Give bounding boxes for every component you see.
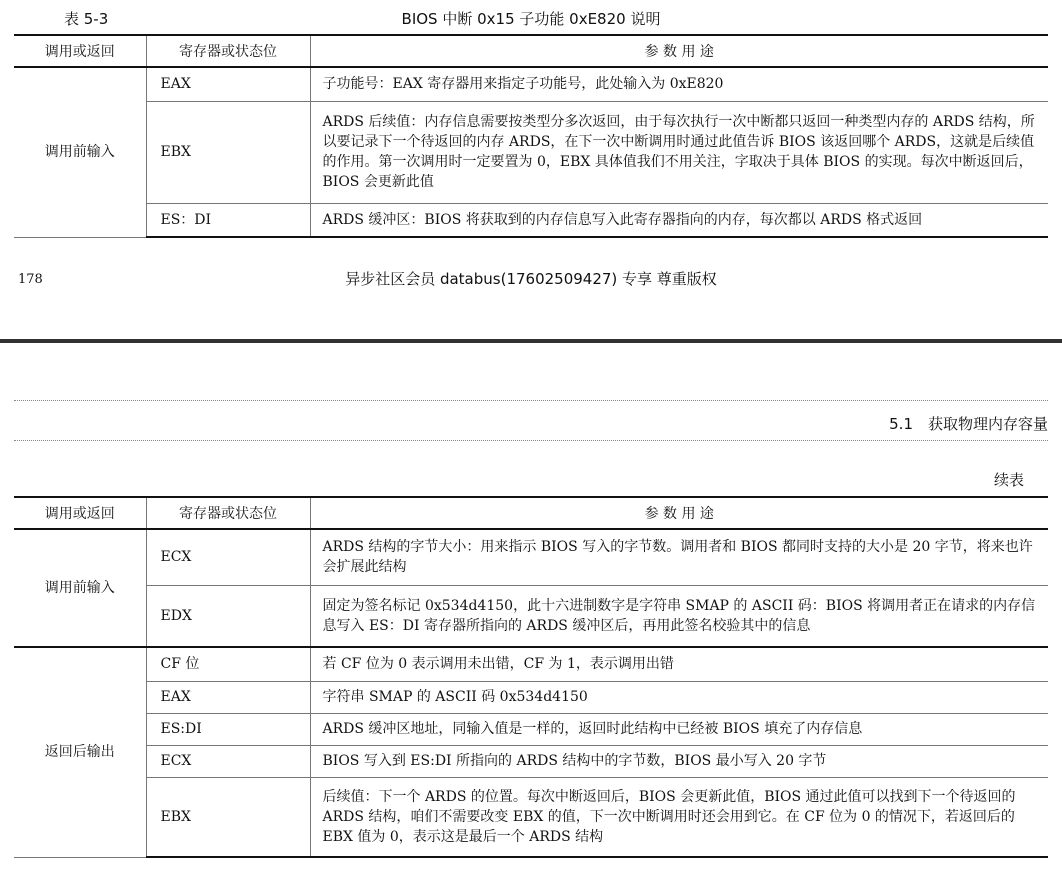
- table-row: [14, 681, 1048, 713]
- header-rule-bottom: [14, 440, 1048, 441]
- header-purpose: 参 数 用 途: [310, 35, 1048, 67]
- bios-table-part1: [14, 34, 1048, 238]
- header-call-or-return: 调用或返回: [14, 497, 146, 529]
- group-cell-input: 调用前输入: [14, 67, 146, 237]
- description-cell: ARDS 缓冲区地址，同输入值是一样的，返回时此结构中已经被 BIOS 填充了内存信息: [310, 713, 1048, 745]
- description-cell: 子功能号：EAX 寄存器用来指定子功能号，此处输入为 0xE820: [310, 67, 1048, 101]
- description-cell: ARDS 后续值：内存信息需要按类型分多次返回，由于每次执行一次中断都只返回一种类型内存的 ARDS 结构，所以要记录下一个待返回的内存 ARDS，在下一次中断调用时通过此值告诉 BIOS 该返回哪个 ARDS，这就是后续值的作用。第一次调用时一定要置为 0，EBX 具体值我们不用关注，字取决于具体 BIOS 的实现。每次中断返回后，BIOS 会更新此值: [310, 101, 1048, 203]
- register-cell: EDX: [146, 585, 310, 647]
- description-cell: ARDS 结构的字节大小：用来指示 BIOS 写入的字节数。调用者和 BIOS 都同时支持的大小是 20 字节，将来也许会扩展此结构: [310, 529, 1048, 585]
- group-cell-output: 返回后输出: [14, 647, 146, 857]
- continued-label: 续表: [993, 471, 1024, 489]
- register-cell: EAX: [146, 681, 310, 713]
- table-row: [14, 585, 1048, 647]
- description-cell: BIOS 写入到 ES:DI 所指向的 ARDS 结构中的字节数，BIOS 最小写入 20 字节: [310, 745, 1048, 777]
- header-register: 寄存器或状态位: [146, 497, 310, 529]
- page-number: 178: [18, 272, 43, 287]
- header-rule-top: [14, 400, 1048, 401]
- header-register: 寄存器或状态位: [146, 35, 310, 67]
- description-cell: ARDS 缓冲区：BIOS 将获取到的内存信息写入此寄存器指向的内存，每次都以 ARDS 格式返回: [310, 203, 1048, 237]
- description-cell: 后续值：下一个 ARDS 的位置。每次中断返回后，BIOS 会更新此值，BIOS 通过此值可以找到下一个待返回的 ARDS 结构，咱们不需要改变 EBX 的值，下一次中断调用时还会用到它。在 CF 位为 0 的情况下，若返回后的 EBX 值为 0，表示这是最后一个 ARDS 结构: [310, 777, 1048, 857]
- register-cell: EAX: [146, 67, 310, 101]
- table-row: [14, 777, 1048, 857]
- watermark: 异步社区会员 databus(17602509427) 专享 尊重版权: [345, 270, 717, 288]
- table-title: BIOS 中断 0x15 子功能 0xE820 说明: [401, 10, 661, 28]
- description-cell: 若 CF 位为 0 表示调用未出错，CF 为 1，表示调用出错: [310, 647, 1048, 681]
- register-cell: ECX: [146, 745, 310, 777]
- table-row: [14, 647, 1048, 681]
- table-row: [14, 529, 1048, 585]
- register-cell: CF 位: [146, 647, 310, 681]
- group-cell-input: 调用前输入: [14, 529, 146, 647]
- register-cell: ECX: [146, 529, 310, 585]
- table-label: 表 5-3: [64, 10, 109, 28]
- table-row: [14, 745, 1048, 777]
- description-cell: 固定为签名标记 0x534d4150，此十六进制数字是字符串 SMAP 的 ASCII 码：BIOS 将调用者正在请求的内存信息写入 ES：DI 寄存器所指向的 ARDS 缓冲区后，再用此签名校验其中的信息: [310, 585, 1048, 647]
- table-row: [14, 67, 1048, 101]
- description-cell: 字符串 SMAP 的 ASCII 码 0x534d4150: [310, 681, 1048, 713]
- table-row: [14, 713, 1048, 745]
- header-call-or-return: 调用或返回: [14, 35, 146, 67]
- register-cell: EBX: [146, 777, 310, 857]
- running-head: 5.1 获取物理内存容量: [889, 415, 1048, 433]
- bios-table-part2: [14, 496, 1048, 858]
- register-cell: EBX: [146, 101, 310, 203]
- page-divider: [0, 339, 1062, 343]
- table-row: [14, 101, 1048, 203]
- register-cell: ES:DI: [146, 713, 310, 745]
- register-cell: ES：DI: [146, 203, 310, 237]
- header-purpose: 参 数 用 途: [310, 497, 1048, 529]
- table-row: [14, 203, 1048, 237]
